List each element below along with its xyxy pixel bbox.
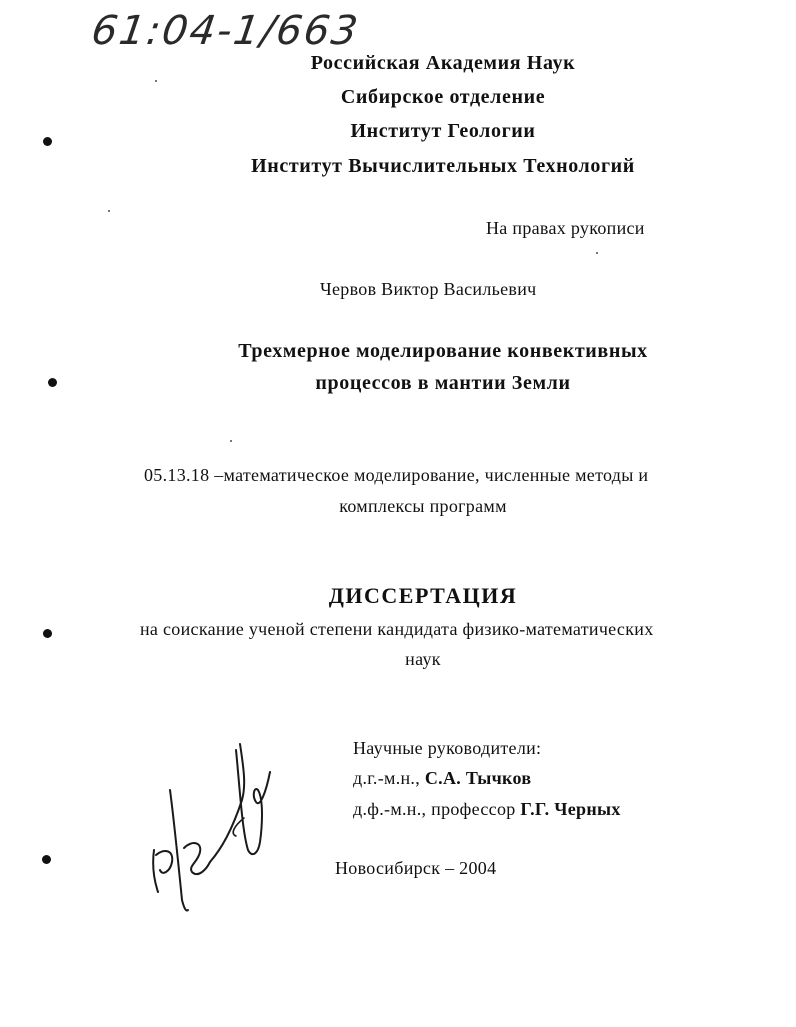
author-signature: [140, 730, 290, 920]
place-year: Новосибирск – 2004: [335, 858, 497, 878]
supervisor-second-degree: д.ф.-м.н., профессор: [353, 799, 516, 819]
binder-hole-dot: [42, 855, 51, 864]
scan-speck: [596, 252, 598, 254]
supervisor-first-name: С.А. Тычков: [424, 768, 532, 788]
supervisor-second-name: Г.Г. Черных: [520, 799, 621, 819]
branch-name: Сибирское отделение: [340, 86, 546, 108]
degree-line2: наук: [405, 649, 441, 669]
institute-geology: Институт Геологии: [350, 120, 536, 142]
rights-note: На правах рукописи: [486, 218, 645, 238]
archive-code-handwritten: 61:04-1/663: [88, 8, 363, 54]
supervisors-heading: Научные руководители:: [353, 738, 542, 758]
specialty-line1: 05.13.18 –математическое моделирование, численные методы и: [144, 465, 649, 485]
binder-hole-dot: [43, 629, 52, 638]
supervisor-first-degree: д.г.-м.н.,: [353, 768, 421, 788]
dissertation-title-line1: Трехмерное моделирование конвективных: [238, 340, 648, 362]
scan-speck: [230, 440, 232, 442]
scan-speck: [108, 210, 110, 212]
org-name: Российская Академия Наук: [310, 52, 576, 74]
scan-speck: [155, 80, 157, 82]
document-type: ДИССЕРТАЦИЯ: [328, 583, 518, 608]
dissertation-title-line2: процессов в мантии Земли: [315, 372, 571, 394]
supervisor-second: [353, 799, 621, 820]
degree-line1: на соискание ученой степени кандидата физико-математических: [140, 619, 654, 639]
author-name: Червов Виктор Васильевич: [320, 279, 537, 299]
specialty-line2: комплексы программ: [339, 496, 507, 516]
institute-computational-tech: Институт Вычислительных Технологий: [251, 155, 635, 177]
supervisor-first: [353, 768, 531, 789]
